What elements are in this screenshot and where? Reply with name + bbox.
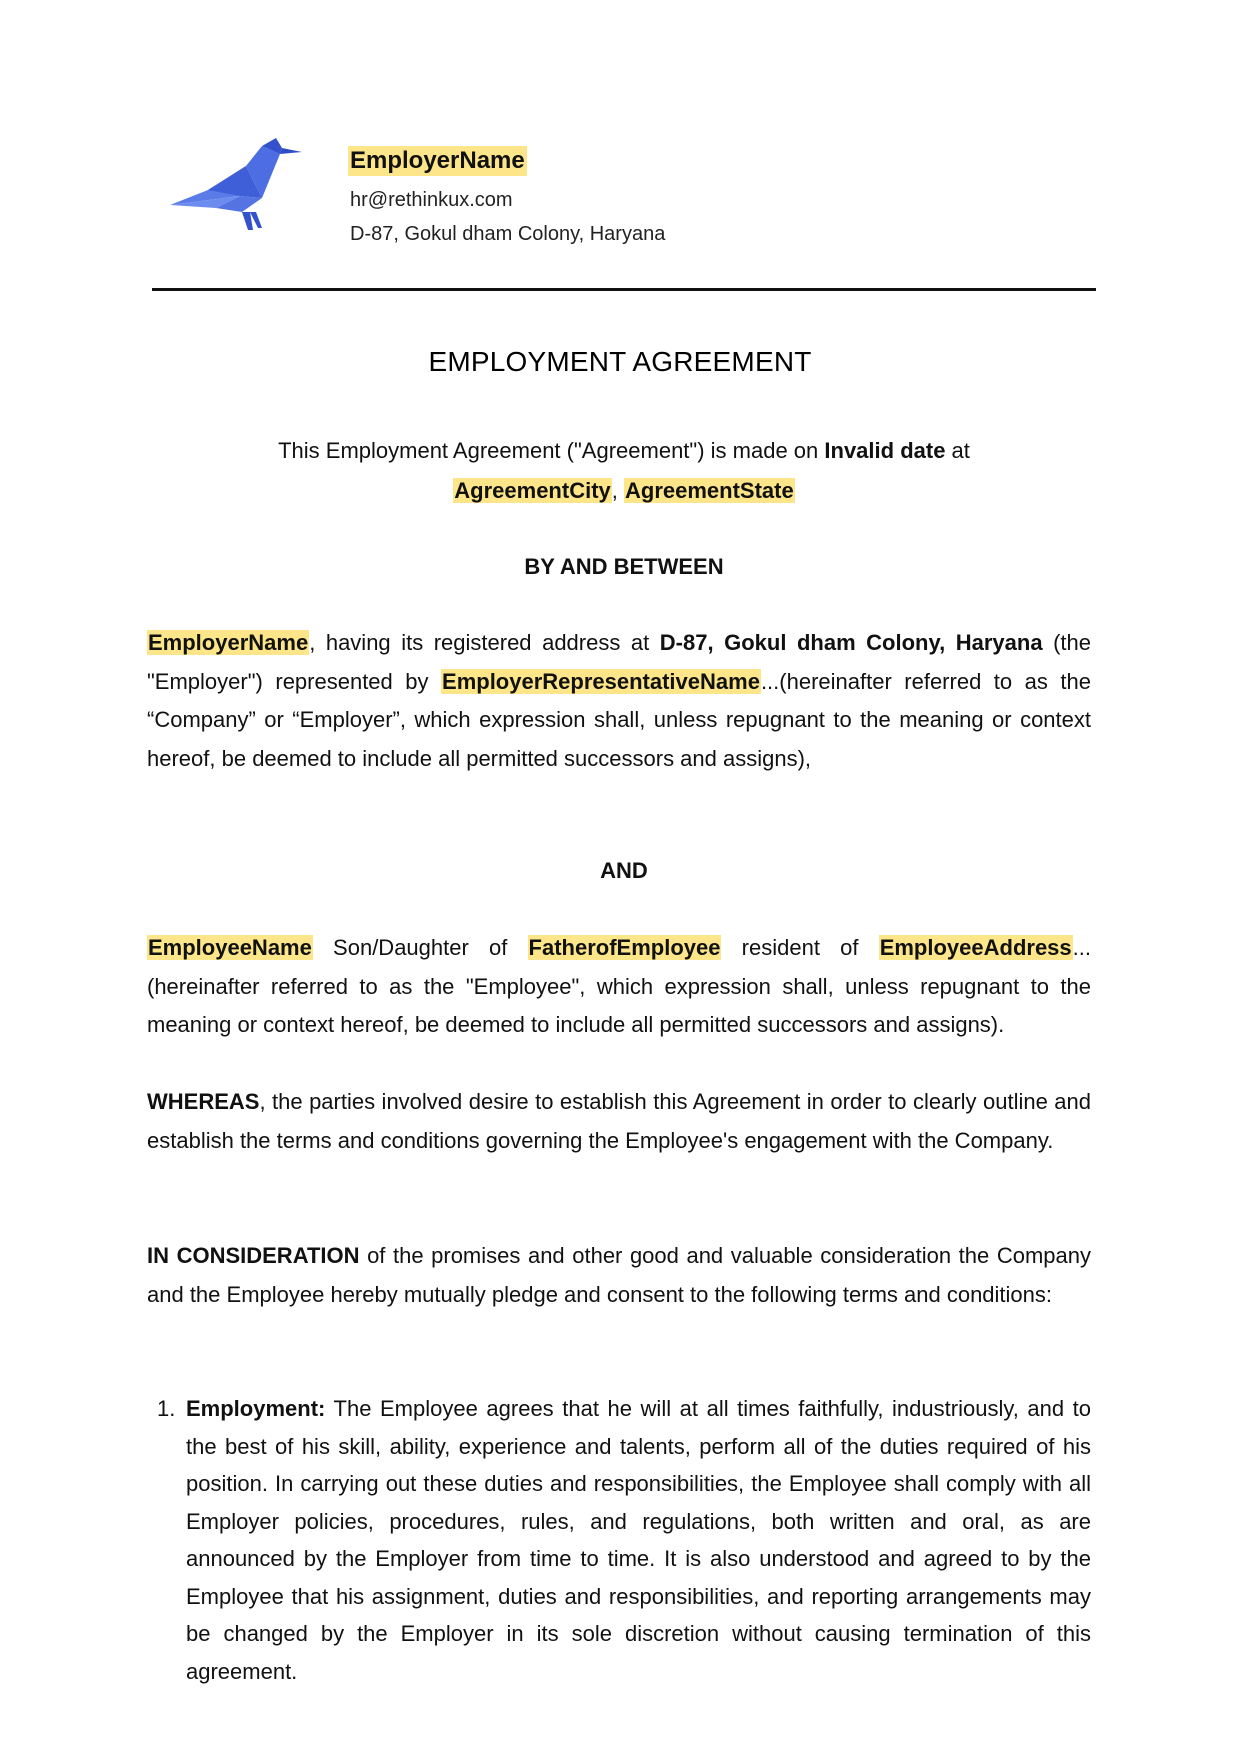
employee-text-b: resident of bbox=[721, 935, 879, 960]
document-title: EMPLOYMENT AGREEMENT bbox=[428, 346, 812, 377]
agreement-city-placeholder: AgreementCity bbox=[454, 478, 611, 503]
father-of-employee-placeholder: FatherofEmployee bbox=[528, 935, 721, 960]
clause-text: The Employee agrees that he will at all times faithfully, industriously, and to the best of his skill, ability, experience and talents, perform all of the duties required of his position. In carrying out these duties and responsibilities, the Employee shall comply with all Employer policies, procedures, rules, and regulations, both written and oral, as are announced by the Employer from time to time. It is also understood and agreed to by the Employee that his assignment, duties and responsibilities, and reporting arrangements may be changed by the Employer in its sole discretion without causing termination of this agreement. bbox=[186, 1396, 1091, 1684]
whereas-label: WHEREAS bbox=[147, 1089, 260, 1114]
employee-paragraph bbox=[147, 929, 1091, 1045]
agreement-intro bbox=[152, 431, 1096, 511]
header-divider bbox=[152, 288, 1096, 291]
clause-list bbox=[147, 1390, 1091, 1690]
whereas-text: , the parties involved desire to establish this Agreement in order to clearly outline and establish the terms and conditions governing the Employee's engagement with the Company. bbox=[147, 1089, 1091, 1153]
employer-text-b: (the "Employer") represented by bbox=[147, 630, 1092, 694]
employee-text-a: Son/Daughter of bbox=[312, 935, 528, 960]
employer-email: hr@rethinkux.com bbox=[350, 189, 513, 211]
agreement-date: Invalid date bbox=[824, 438, 946, 463]
employee-text-c: ...(hereinafter referred to as the "Employee", which expression shall, unless repugnant to the meaning or context hereof, be deemed to include all permitted successors and assigns). bbox=[147, 935, 1091, 1037]
by-and-between-heading: BY AND BETWEEN bbox=[524, 554, 724, 579]
consideration-label: IN CONSIDERATION bbox=[147, 1243, 360, 1268]
employer-registered-address: D-87, Gokul dham Colony, Haryana bbox=[659, 630, 1043, 655]
employer-representative-placeholder: EmployerRepresentativeName bbox=[442, 668, 760, 694]
employer-paragraph bbox=[147, 624, 1091, 778]
consideration-text: of the promises and other good and valuable consideration the Company and the Employee hereby mutually pledge and consent to the following terms and conditions: bbox=[147, 1243, 1091, 1307]
clause-heading: Employment: bbox=[186, 1396, 326, 1421]
crow-logo-icon bbox=[170, 138, 302, 230]
clause-number: 1. bbox=[157, 1396, 176, 1421]
clause-item bbox=[147, 1390, 1091, 1690]
employer-name-placeholder: EmployerName bbox=[148, 630, 309, 655]
employer-text-c: ...(hereinafter referred to as the “Company” or “Employer”, which expression shall, unless repugnant to the meaning or context hereof, be deemed to include all permitted successors and assigns), bbox=[147, 668, 1091, 771]
intro-at: at bbox=[945, 438, 970, 463]
employee-name-placeholder: EmployeeName bbox=[148, 935, 312, 960]
employer-name-placeholder: EmployerName bbox=[350, 147, 525, 174]
whereas-paragraph bbox=[147, 1083, 1091, 1160]
employee-address-placeholder: EmployeeAddress bbox=[879, 935, 1072, 960]
intro-prefix: This Employment Agreement ("Agreement") is made on bbox=[278, 438, 825, 463]
and-heading: AND bbox=[600, 858, 648, 883]
employer-address: D-87, Gokul dham Colony, Haryana bbox=[350, 223, 666, 245]
intro-comma: , bbox=[611, 478, 624, 503]
agreement-state-placeholder: AgreementState bbox=[625, 478, 794, 503]
consideration-paragraph bbox=[147, 1237, 1091, 1314]
employer-text-a: , having its registered address at bbox=[309, 630, 660, 655]
